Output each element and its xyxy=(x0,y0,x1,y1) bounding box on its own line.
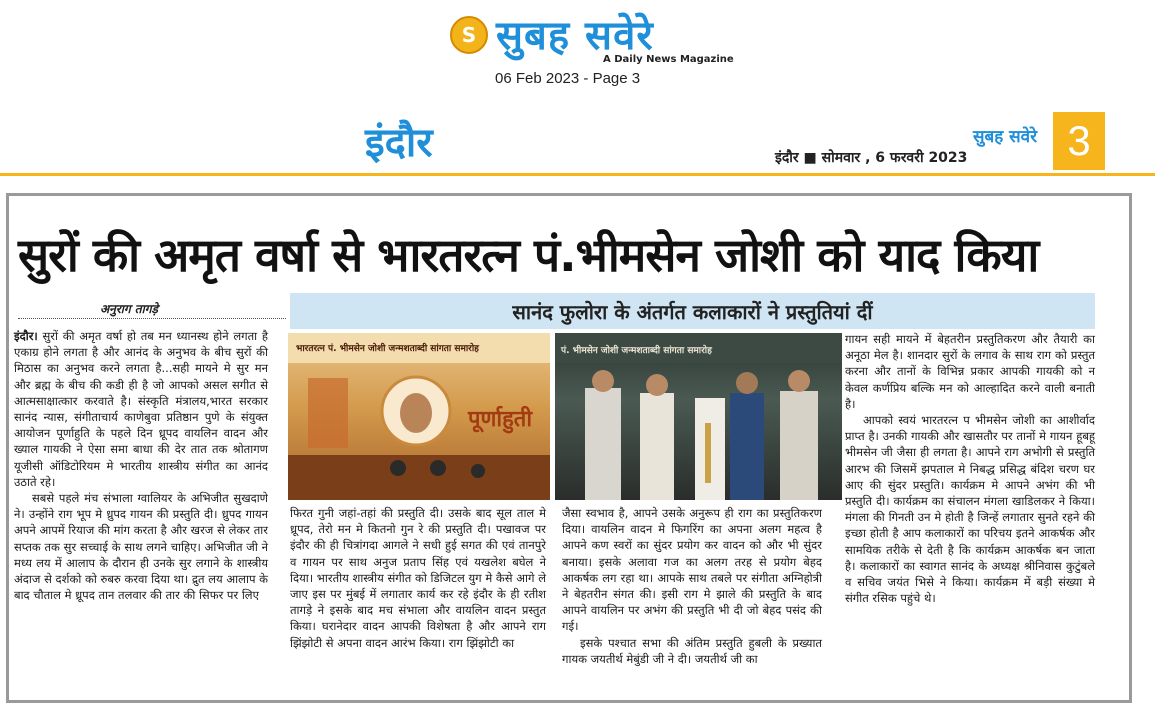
article-subheadline: सानंद फुलोरा के अंतर्गत कलाकारों ने प्रस्तुतियां दीं xyxy=(290,293,1095,329)
article-byline: अनुराग तागड़े xyxy=(100,302,158,316)
section-brand: सुबह सवेरे xyxy=(973,127,1038,147)
edition-date: 06 Feb 2023 - Page 3 xyxy=(495,70,641,87)
paragraph: जैसा स्वभाव है, आपने उसके अनुरूप ही राग का प्रस्तुतिकरण दिया। वायलिन वादन मे फिगरिंग का अपना अलग महत्व है आपने कण स्वरों का सुंदर प्रयोग कर वादन को और भी सुंदर बनाया। इसके अलावा गज का अलग तरह से प्रयोग बेहद आकर्षक लग रहा था। आपके साथ तबले पर संगीता अग्निहोत्री ने बेहतरीन संगत की। इसी राग मे झाले की प्रस्तुति के बाद आपने वायलिन पर अभंग की प्रस्तुति भी दी जो बेहद पसंद की गई। xyxy=(562,506,822,634)
page-number-badge: 3 xyxy=(1053,112,1105,170)
brand-name: सुबह सवेरे xyxy=(496,13,654,59)
article-column-4 xyxy=(845,331,1095,606)
paragraph: गायन सही मायने में बेहतरीन प्रस्तुतिकरण और तैयारी का अनूठा मेल है। शानदार सुरों के लगाव के साथ राग को प्रस्तुत करना और तानों के विभिन्न प्रकार आपकी गायकी को न केवल कर्णप्रिय बल्कि मन को आल्हादित करने वाली बनाती है। xyxy=(845,332,1095,411)
byline-divider xyxy=(18,318,286,319)
brand-logo-icon xyxy=(450,16,488,54)
dateline-word: इंदौर। xyxy=(14,329,38,343)
article-column-3 xyxy=(562,505,822,667)
photo-banner-text: भारतरत्न पं. भीमसेन जोशी जन्मशताब्दी सांगता समारोह xyxy=(296,344,479,354)
article-column-2 xyxy=(290,505,546,651)
lamp-lighting-photo xyxy=(555,333,842,500)
paragraph: सुरों की अमृत वर्षा हो तब मन ध्यानस्थ होने लगता है एकाग्र होने लगता है और आनंद के अनुभव के बीच सुरों की मिठास का अनुभव करने लगता है...सही मायने मे सुर मन और ब्रह्म के बीच की कडी ही है जो आपको असल सगीत से आत्मसाक्षात्कार करवाते है। संस्कृति मंत्रालय,भारत सरकार सानंद न्यास, संगीताचार्य काणेबुवा प्रतिष्ठान पुणे के संयुक्त आयोजन पूर्णाहुति के पहले दिन ध्रूपद वायलिन वादन और ख्याल गायकी ने ऐसा समा बाधा की देर तात तक श्रोतागण यूजीसी ऑडिटोरियम मे भारतीय शास्त्रीय संगीत का आनंद उठाते रहे। xyxy=(14,329,268,489)
logo-letter: S xyxy=(461,23,477,47)
article-headline: सुरों की अमृत वर्षा से भारतरत्न पं.भीमसेन जोशी को याद किया xyxy=(18,228,1039,282)
page-dateline: इंदौर ■ सोमवार , 6 फरवरी 2023 xyxy=(775,150,968,166)
concert-stage-photo xyxy=(288,333,550,500)
section-city-title: इंदौर xyxy=(365,120,433,166)
paragraph: सबसे पहले मंच संभाला ग्वालियर के अभिजीत सुखदाणे ने। उन्होंने राग भूप मे ध्रुपद गायन की प्रस्तुति दी। ध्रुपद गायन अपने आपमें रियाज की मांग करता है और खरज से लेकर तार सप्तक तक सुर सच्चाई के साथ लगने चाहिए। अभिजीत जी ने मध्य लय में आलाप के दौरान ही उनके सुर लगाने के शास्त्रीय अंदाज से दर्शको को रुबरु करवा दिया था। द्रुत लय आलाप के बाद चौताल मे ध्रूपद तान तलवार की तार की सिफर पर लिए xyxy=(14,491,268,603)
paragraph: आपको स्वयं भारतरत्न प भीमसेन जोशी का आशीर्वाद प्राप्त है। उनकी गायकी और खासतौर पर तानों मे गायन हूबहू भीमसेन जी जैसा ही लगता है। आपने राग अभोगी से प्रस्तुति आरभ की जिसमें झपताल मे निबद्ध प्रसिद्ध बंदिश चरण घर आए की सुंदर प्रस्तुति। कार्यक्रम मे आपने अभंग की भी प्रस्तुति दी। कार्यक्रम का संचालन मंगला खाडिलकर ने किया। मंगला की गिनती उन मे होती है जिन्हें लगातार सुनते रहने की इच्छा होती है आप कलाकारों का परिचय इतने आकर्षक और सामयिक तरीके से देती है कि कार्यक्रम आकर्षक बन जाता है। कलाकारों का स्वागत सानंद के अध्यक्ष श्रीनिवास कुटुंबले व सचिव जयंत भिसे ने किया। कार्यक्रम में बड़ी संख्या मे संगीत रसिक पहुंचे थे। xyxy=(845,413,1095,606)
paragraph: इसके पश्चात सभा की अंतिम प्रस्तुति हुबली के प्रख्यात गायक जयतीर्थ मेबुंडी जी ने दी। जयतीर्थ जी का xyxy=(562,635,822,666)
paragraph: फिरत गुनी जहां-तहां की प्रस्तुति दी। उसके बाद सूल ताल मे ध्रूपद, तेरो मन मे कितनो गुन रे की प्रस्तुति दी। पखावज पर इंदौर की ही चित्रांगदा आगले ने सधी हुई सगत की एवं तानपुरे व गायन पर साथ अनुज प्रताप सिंह एवं यखलेश बघेल ने दिया। भारतीय शास्त्रीय संगीत को डिजिटल युग मे कैसे आगे ले जाए इस पर मुंबई में लगातार कार्य कर रहे इंदौर के ही रतीश तागड़े ने इसके बाद मच संभाला और वायलिन वादन प्रस्तुत किया। घरानेदार वादन आपकी विशेषता है और आपने राग झिंझोटी से अपना वादन आरंभ किया। राग झिंझोटी का xyxy=(290,506,546,650)
article-column-1 xyxy=(14,328,268,603)
photo-banner-word: पूर्णाहुती xyxy=(468,407,533,432)
brand-tagline: A Daily News Magazine xyxy=(603,54,734,65)
photo-banner-text: पं. भीमसेन जोशी जन्मशताब्दी सांगता समारोह xyxy=(561,346,712,356)
guests-illustration xyxy=(555,333,842,500)
section-divider xyxy=(0,173,1155,176)
